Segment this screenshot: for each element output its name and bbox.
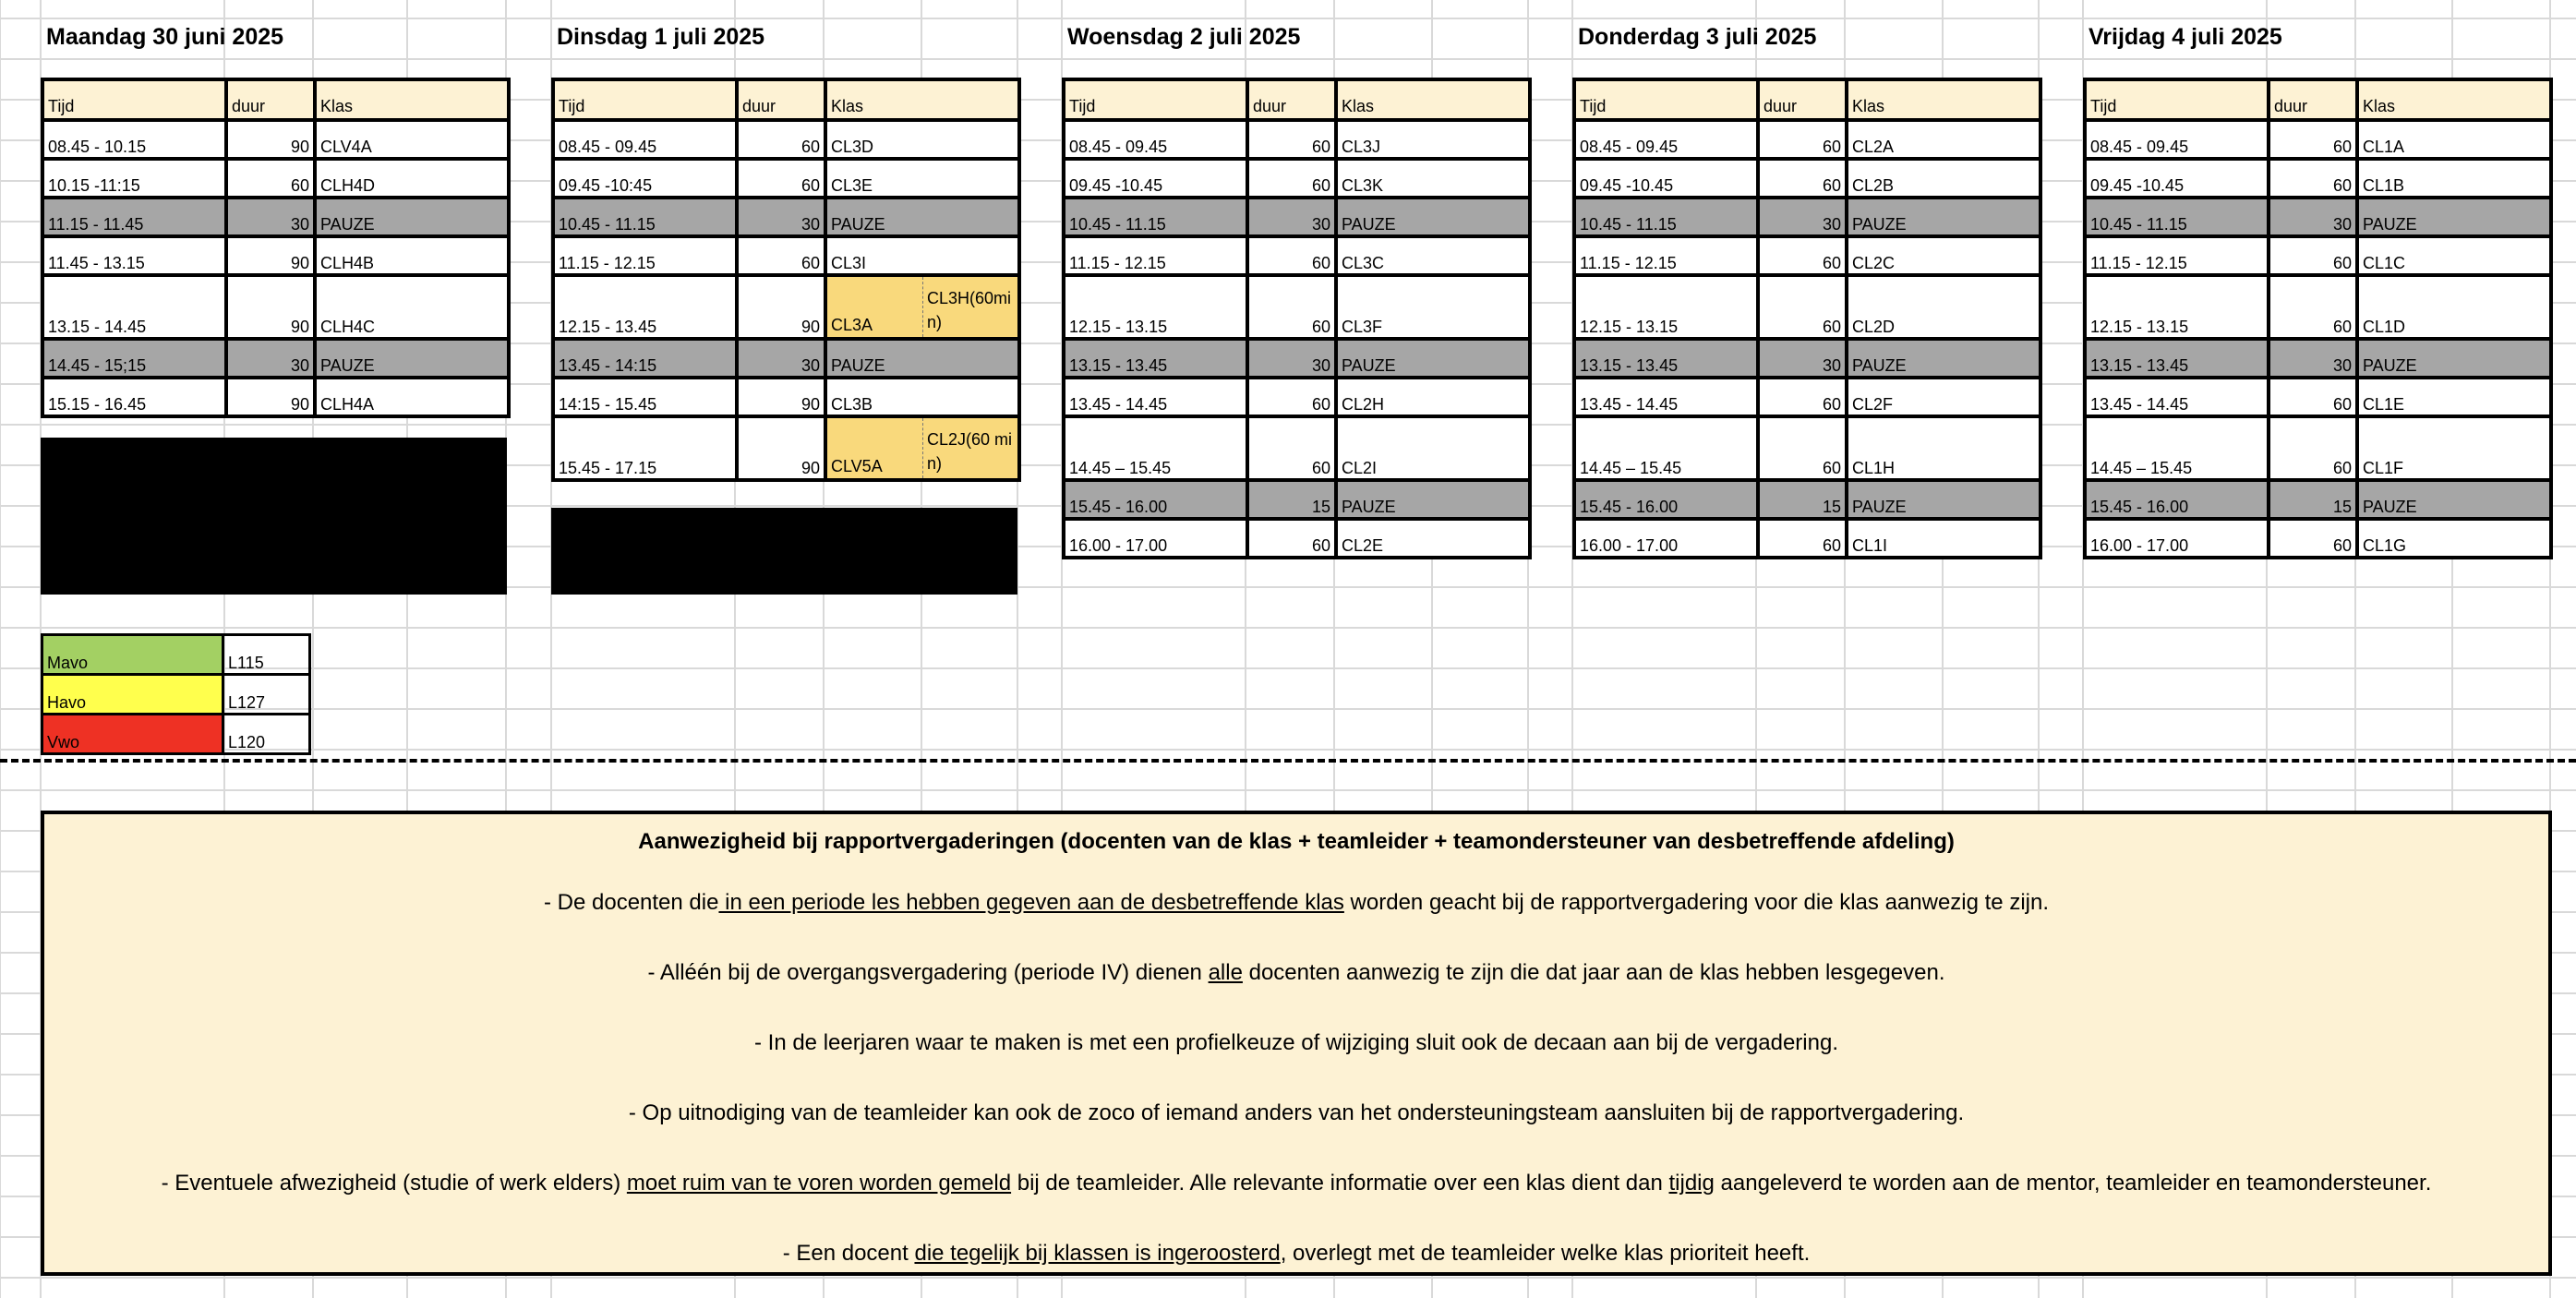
class-cell: CL1H: [1847, 416, 2040, 480]
class-cell: PAUZE: [315, 198, 509, 236]
class-cell: CL2H: [1336, 378, 1530, 416]
table-row: [553, 236, 1019, 275]
class-cell: CL3E: [825, 159, 1019, 198]
legend-room: L115: [223, 635, 310, 675]
class-cell: CLH4A: [315, 378, 509, 416]
class-cell: CL3B: [825, 378, 1019, 416]
time-cell: 13.45 - 14:15: [553, 339, 737, 378]
class-cell: PAUZE: [825, 339, 1019, 378]
class-cell-split: [825, 416, 1019, 480]
time-cell: 10.45 - 11.15: [553, 198, 737, 236]
time-cell: 15.45 - 16.00: [1574, 480, 1758, 519]
note-line-6: - Een docent die tegelijk bij klassen is ingeroosterd, overlegt met de teamleider welke klas prioriteit heeft.: [782, 1241, 1811, 1266]
header-class: Klas: [315, 79, 509, 120]
table-row: [2085, 519, 2551, 558]
time-cell: 09.45 -10.45: [1574, 159, 1758, 198]
header-row: [2085, 79, 2551, 120]
class-cell: PAUZE: [1336, 198, 1530, 236]
header-class: Klas: [1847, 79, 2040, 120]
duration-cell: 60: [1758, 159, 1847, 198]
duration-cell: 30: [226, 198, 315, 236]
header-class: Klas: [1336, 79, 1530, 120]
time-cell: 12.15 - 13.45: [553, 275, 737, 339]
class-cell: CLH4D: [315, 159, 509, 198]
legend-room: L127: [223, 675, 310, 715]
table-row: [1064, 416, 1530, 480]
table-row: [1064, 198, 1530, 236]
class-cell: CLH4B: [315, 236, 509, 275]
note-line-2: - Alléén bij de overgangsvergadering (periode IV) dienen alle docenten aanwezig te zijn die dat jaar aan de klas hebben lesgegeven.: [647, 960, 1945, 985]
header-row: [42, 79, 509, 120]
duration-cell: 60: [2269, 236, 2357, 275]
time-cell: 10.15 -11:15: [42, 159, 226, 198]
time-cell: 09.45 -10.45: [2085, 159, 2269, 198]
header-duration: duur: [1247, 79, 1336, 120]
day-table: [1062, 78, 1532, 559]
time-cell: 08.45 - 10.15: [42, 120, 226, 159]
class-cell: CL3A: [827, 277, 923, 337]
note-line-3: - In de leerjaren waar te maken is met een profielkeuze of wijziging sluit ook de decaan aan bij de vergadering.: [753, 1030, 1838, 1055]
class-cell-secondary: CL3H(60min): [923, 277, 1017, 337]
day-title: Maandag 30 juni 2025: [46, 24, 284, 50]
day-title: Donderdag 3 juli 2025: [1578, 24, 1817, 50]
time-cell: 14.45 – 15.45: [1064, 416, 1247, 480]
duration-cell: 90: [737, 378, 825, 416]
class-cell-split: [825, 275, 1019, 339]
header-class: Klas: [825, 79, 1019, 120]
duration-cell: 30: [2269, 198, 2357, 236]
table-row: [1574, 339, 2040, 378]
time-cell: 15.45 - 17.15: [553, 416, 737, 480]
duration-cell: 30: [1758, 339, 1847, 378]
table-row: [1574, 519, 2040, 558]
legend-room: L120: [223, 715, 310, 754]
table-row: [1064, 339, 1530, 378]
class-cell: PAUZE: [2357, 339, 2551, 378]
table-row: [2085, 159, 2551, 198]
time-cell: 14:15 - 15.45: [553, 378, 737, 416]
time-cell: 12.15 - 13.15: [1574, 275, 1758, 339]
time-cell: 08.45 - 09.45: [1064, 120, 1247, 159]
time-cell: 11.45 - 13.15: [42, 236, 226, 275]
duration-cell: 60: [1247, 519, 1336, 558]
time-cell: 13.15 - 14.45: [42, 275, 226, 339]
duration-cell: 60: [2269, 120, 2357, 159]
level-legend: [41, 633, 311, 755]
time-cell: 14.45 - 15;15: [42, 339, 226, 378]
table-row: [2085, 236, 2551, 275]
class-cell: CL2C: [1847, 236, 2040, 275]
duration-cell: 90: [737, 275, 825, 339]
time-cell: 13.15 - 13.45: [1064, 339, 1247, 378]
class-cell: CL3J: [1336, 120, 1530, 159]
class-cell: CL3D: [825, 120, 1019, 159]
class-cell: CLV4A: [315, 120, 509, 159]
table-row: [1064, 120, 1530, 159]
legend-level: Mavo: [42, 635, 223, 675]
duration-cell: 90: [226, 275, 315, 339]
time-cell: 11.15 - 12.15: [2085, 236, 2269, 275]
day-table: [1572, 78, 2042, 559]
time-cell: 08.45 - 09.45: [2085, 120, 2269, 159]
class-cell: CL2E: [1336, 519, 1530, 558]
time-cell: 10.45 - 11.15: [2085, 198, 2269, 236]
class-cell: PAUZE: [2357, 198, 2551, 236]
duration-cell: 60: [1758, 120, 1847, 159]
time-cell: 09.45 -10.45: [1064, 159, 1247, 198]
table-row: [42, 120, 509, 159]
class-cell: CLH4C: [315, 275, 509, 339]
class-cell: CL3K: [1336, 159, 1530, 198]
table-row: [2085, 378, 2551, 416]
time-cell: 08.45 - 09.45: [1574, 120, 1758, 159]
time-cell: 16.00 - 17.00: [1064, 519, 1247, 558]
time-cell: 13.15 - 13.45: [1574, 339, 1758, 378]
time-cell: 15.45 - 16.00: [1064, 480, 1247, 519]
duration-cell: 60: [1758, 236, 1847, 275]
table-row: [553, 339, 1019, 378]
table-row: [42, 339, 509, 378]
table-row: [1574, 120, 2040, 159]
table-row: [42, 236, 509, 275]
table-row: [42, 378, 509, 416]
duration-cell: 60: [1758, 275, 1847, 339]
duration-cell: 30: [1758, 198, 1847, 236]
time-cell: 13.45 - 14.45: [1574, 378, 1758, 416]
duration-cell: 60: [2269, 159, 2357, 198]
duration-cell: 30: [737, 339, 825, 378]
class-cell: PAUZE: [1336, 480, 1530, 519]
header-duration: duur: [226, 79, 315, 120]
time-cell: 10.45 - 11.15: [1064, 198, 1247, 236]
time-cell: 15.15 - 16.45: [42, 378, 226, 416]
time-cell: 08.45 - 09.45: [553, 120, 737, 159]
duration-cell: 60: [1758, 378, 1847, 416]
time-cell: 14.45 – 15.45: [1574, 416, 1758, 480]
time-cell: 11.15 - 11.45: [42, 198, 226, 236]
duration-cell: 60: [226, 159, 315, 198]
time-cell: 12.15 - 13.15: [1064, 275, 1247, 339]
day-table: [2083, 78, 2553, 559]
table-row: [42, 198, 509, 236]
legend-row: [42, 715, 310, 754]
time-cell: 13.45 - 14.45: [2085, 378, 2269, 416]
table-row: [2085, 120, 2551, 159]
table-row: [553, 275, 1019, 339]
table-row: [553, 198, 1019, 236]
time-cell: 16.00 - 17.00: [2085, 519, 2269, 558]
class-cell-secondary: CL2J(60 min): [923, 418, 1017, 478]
table-row: [553, 120, 1019, 159]
table-row: [1574, 275, 2040, 339]
duration-cell: 60: [1758, 416, 1847, 480]
duration-cell: 60: [2269, 275, 2357, 339]
notes-title: Aanwezigheid bij rapportvergaderingen (docenten van de klas + teamleider + teamondersteuner van desbetreffende afdeling): [638, 829, 1955, 854]
table-row: [553, 378, 1019, 416]
day-title: Dinsdag 1 juli 2025: [557, 24, 765, 50]
duration-cell: 60: [737, 236, 825, 275]
time-cell: 15.45 - 16.00: [2085, 480, 2269, 519]
day-table: [41, 78, 511, 418]
header-time: Tijd: [1574, 79, 1758, 120]
class-cell: PAUZE: [825, 198, 1019, 236]
class-cell: PAUZE: [1847, 480, 2040, 519]
class-cell: CL1C: [2357, 236, 2551, 275]
time-cell: 16.00 - 17.00: [1574, 519, 1758, 558]
duration-cell: 30: [737, 198, 825, 236]
duration-cell: 60: [2269, 378, 2357, 416]
class-cell: CL3I: [825, 236, 1019, 275]
class-cell: PAUZE: [2357, 480, 2551, 519]
duration-cell: 15: [1758, 480, 1847, 519]
table-row: [1064, 480, 1530, 519]
table-row: [1064, 275, 1530, 339]
day-table: [551, 78, 1021, 482]
time-cell: 11.15 - 12.15: [553, 236, 737, 275]
legend-level: Vwo: [42, 715, 223, 754]
class-cell: CL2A: [1847, 120, 2040, 159]
class-cell: CL2B: [1847, 159, 2040, 198]
table-row: [1574, 159, 2040, 198]
duration-cell: 60: [1247, 236, 1336, 275]
table-row: [1574, 480, 2040, 519]
duration-cell: 60: [1247, 378, 1336, 416]
table-row: [2085, 339, 2551, 378]
table-row: [1574, 416, 2040, 480]
table-row: [1064, 519, 1530, 558]
duration-cell: 15: [1247, 480, 1336, 519]
table-row: [1064, 159, 1530, 198]
header-row: [553, 79, 1019, 120]
class-cell: CL1A: [2357, 120, 2551, 159]
header-row: [1064, 79, 1530, 120]
class-cell: CL1F: [2357, 416, 2551, 480]
duration-cell: 30: [2269, 339, 2357, 378]
class-cell: CL1D: [2357, 275, 2551, 339]
class-cell: CL2I: [1336, 416, 1530, 480]
day-title: Woensdag 2 juli 2025: [1067, 24, 1301, 50]
header-row: [1574, 79, 2040, 120]
dash-dot-separator: [0, 759, 2576, 763]
table-row: [1064, 236, 1530, 275]
duration-cell: 60: [1247, 275, 1336, 339]
time-cell: 13.45 - 14.45: [1064, 378, 1247, 416]
header-time: Tijd: [553, 79, 737, 120]
time-cell: 14.45 – 15.45: [2085, 416, 2269, 480]
time-cell: 10.45 - 11.15: [1574, 198, 1758, 236]
class-cell: PAUZE: [1847, 198, 2040, 236]
header-time: Tijd: [2085, 79, 2269, 120]
table-row: [1574, 236, 2040, 275]
class-cell: CL2D: [1847, 275, 2040, 339]
table-row: [2085, 198, 2551, 236]
class-cell: PAUZE: [1336, 339, 1530, 378]
duration-cell: 60: [2269, 519, 2357, 558]
header-duration: duur: [1758, 79, 1847, 120]
duration-cell: 30: [226, 339, 315, 378]
note-line-5: - Eventuele afwezigheid (studie of werk elders) moet ruim van te voren worden gemeld bij de teamleider. Alle relevante informatie over een klas dient dan tijdig aangeleverd te worden aan de mentor, teamleider en teamondersteuner.: [161, 1171, 2432, 1196]
class-cell: CL3C: [1336, 236, 1530, 275]
time-cell: 13.15 - 13.45: [2085, 339, 2269, 378]
class-cell: CL1G: [2357, 519, 2551, 558]
class-cell: CL1I: [1847, 519, 2040, 558]
duration-cell: 60: [1247, 416, 1336, 480]
duration-cell: 90: [226, 120, 315, 159]
note-line-4: - Op uitnodiging van de teamleider kan ook de zoco of iemand anders van het ondersteuningsteam aansluiten bij de rapportvergadering.: [628, 1100, 1965, 1125]
table-row: [42, 159, 509, 198]
duration-cell: 60: [1758, 519, 1847, 558]
note-line-1: - De docenten die in een periode les hebben gegeven aan de desbetreffende klas worden geacht bij de rapportvergadering voor die klas aanwezig te zijn.: [543, 890, 2050, 915]
header-time: Tijd: [1064, 79, 1247, 120]
duration-cell: 90: [226, 378, 315, 416]
time-cell: 09.45 -10:45: [553, 159, 737, 198]
duration-cell: 60: [1247, 159, 1336, 198]
blacked-out-area: [41, 438, 507, 595]
class-cell: CLV5A: [827, 418, 923, 478]
header-class: Klas: [2357, 79, 2551, 120]
table-row: [1064, 378, 1530, 416]
duration-cell: 90: [737, 416, 825, 480]
table-row: [2085, 416, 2551, 480]
time-cell: 11.15 - 12.15: [1064, 236, 1247, 275]
legend-row: [42, 635, 310, 675]
duration-cell: 30: [1247, 198, 1336, 236]
legend-row: [42, 675, 310, 715]
day-title: Vrijdag 4 juli 2025: [2088, 24, 2282, 50]
time-cell: 11.15 - 12.15: [1574, 236, 1758, 275]
duration-cell: 30: [1247, 339, 1336, 378]
table-row: [553, 416, 1019, 480]
notes-box: [41, 811, 2552, 1276]
class-cell: PAUZE: [315, 339, 509, 378]
class-cell: CL2F: [1847, 378, 2040, 416]
duration-cell: 60: [737, 120, 825, 159]
duration-cell: 60: [737, 159, 825, 198]
class-cell: CL1E: [2357, 378, 2551, 416]
table-row: [1574, 198, 2040, 236]
header-time: Tijd: [42, 79, 226, 120]
table-row: [2085, 275, 2551, 339]
duration-cell: 90: [226, 236, 315, 275]
blacked-out-area: [551, 508, 1017, 595]
time-cell: 12.15 - 13.15: [2085, 275, 2269, 339]
header-duration: duur: [2269, 79, 2357, 120]
table-row: [553, 159, 1019, 198]
class-cell: PAUZE: [1847, 339, 2040, 378]
class-cell: CL3F: [1336, 275, 1530, 339]
table-row: [2085, 480, 2551, 519]
header-duration: duur: [737, 79, 825, 120]
table-row: [42, 275, 509, 339]
class-cell: CL1B: [2357, 159, 2551, 198]
duration-cell: 15: [2269, 480, 2357, 519]
duration-cell: 60: [1247, 120, 1336, 159]
table-row: [1574, 378, 2040, 416]
duration-cell: 60: [2269, 416, 2357, 480]
legend-level: Havo: [42, 675, 223, 715]
